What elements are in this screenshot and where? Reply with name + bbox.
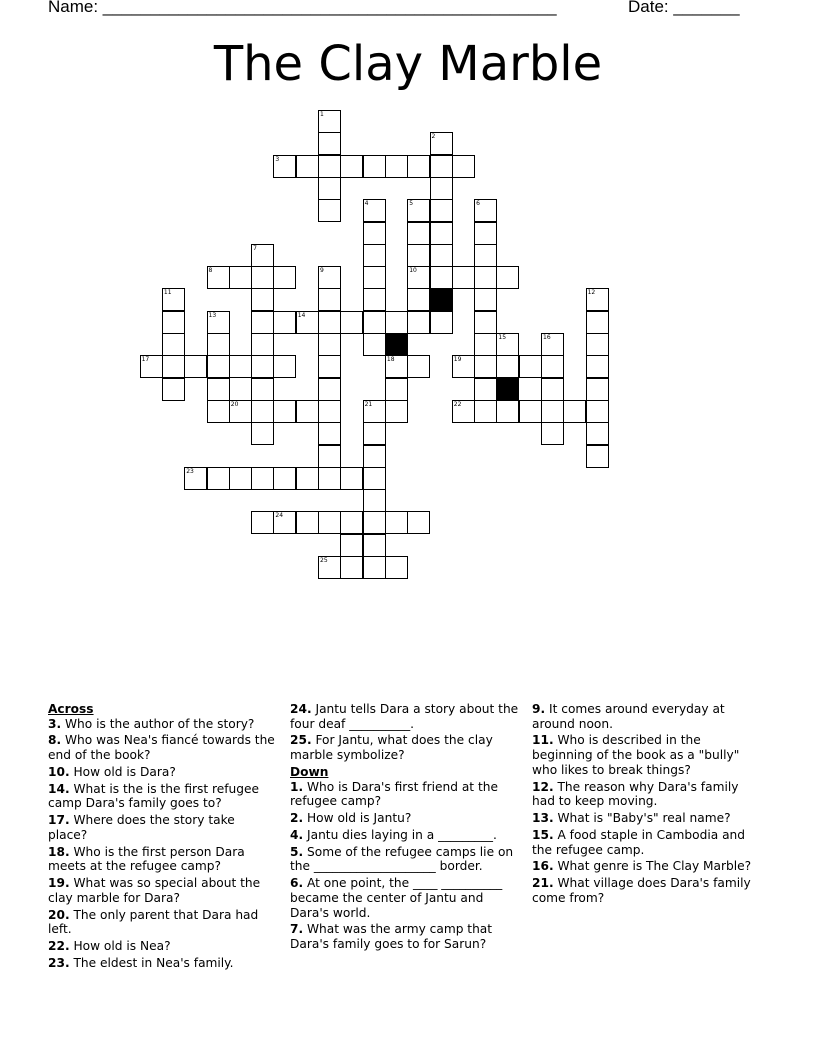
down-heading: Down bbox=[290, 764, 329, 779]
grid-cell[interactable] bbox=[318, 155, 341, 178]
grid-cell[interactable] bbox=[407, 311, 430, 334]
grid-cell[interactable] bbox=[318, 288, 341, 311]
grid-cell[interactable] bbox=[273, 400, 296, 423]
grid-cell[interactable] bbox=[318, 266, 341, 289]
grid-cell[interactable] bbox=[385, 556, 408, 579]
grid-cell[interactable] bbox=[229, 400, 252, 423]
clue-text: At one point, the ____ __________ became the center of Jantu and Dara's world. bbox=[290, 876, 503, 920]
grid-cell[interactable] bbox=[430, 266, 453, 289]
grid-cell[interactable] bbox=[363, 244, 386, 267]
grid-cell[interactable] bbox=[318, 333, 341, 356]
grid-cell[interactable] bbox=[519, 400, 542, 423]
clue-text: A food staple in Cambodia and the refugee camp. bbox=[532, 827, 746, 857]
clue-text: Who is the first person Dara meets at the refugee camp? bbox=[48, 844, 245, 874]
grid-cell[interactable] bbox=[273, 467, 296, 490]
clue-down bbox=[532, 876, 764, 905]
clue-number: 16. bbox=[532, 859, 554, 874]
grid-cell[interactable] bbox=[541, 333, 564, 356]
grid-cell[interactable] bbox=[229, 355, 252, 378]
grid-cell[interactable] bbox=[363, 445, 386, 468]
cell-number: 6 bbox=[476, 200, 480, 208]
clue-number: 3. bbox=[48, 716, 62, 731]
grid-cell[interactable] bbox=[586, 422, 609, 445]
grid-cell[interactable] bbox=[162, 378, 185, 401]
grid-cell[interactable] bbox=[162, 355, 185, 378]
cell-number: 13 bbox=[208, 311, 217, 319]
grid-cell[interactable] bbox=[474, 288, 497, 311]
clue-number: 4. bbox=[290, 827, 304, 842]
grid-cell[interactable] bbox=[251, 333, 274, 356]
grid-cell[interactable] bbox=[251, 266, 274, 289]
grid-cell[interactable] bbox=[586, 445, 609, 468]
cell-number: 1 bbox=[320, 111, 324, 118]
clue-number: 2. bbox=[290, 811, 304, 826]
grid-cell[interactable] bbox=[318, 199, 341, 222]
grid-cell[interactable] bbox=[586, 311, 609, 334]
clue-across bbox=[290, 702, 520, 731]
clue-text: Where does the story take place? bbox=[48, 813, 235, 842]
grid-cell[interactable] bbox=[363, 155, 386, 178]
cell-number: 23 bbox=[186, 467, 194, 475]
clue-number: 1. bbox=[290, 779, 304, 794]
grid-cell[interactable] bbox=[296, 400, 319, 423]
grid-cell[interactable] bbox=[318, 132, 341, 155]
grid-cell[interactable] bbox=[273, 511, 296, 534]
grid-cell[interactable] bbox=[586, 355, 609, 378]
cell-number: 7 bbox=[253, 244, 257, 252]
clue-text: What was the army camp that Dara's family goes to for Sarun? bbox=[290, 922, 493, 951]
grid-cell[interactable] bbox=[474, 199, 497, 222]
grid-cell[interactable] bbox=[541, 355, 564, 378]
clues-column-1 bbox=[48, 702, 276, 973]
cell-number: 17 bbox=[141, 356, 150, 364]
cell-number: 22 bbox=[453, 400, 462, 408]
grid-cell[interactable] bbox=[385, 355, 408, 378]
grid-cell[interactable] bbox=[541, 378, 564, 401]
cell-number: 24 bbox=[275, 512, 284, 520]
grid-cell[interactable] bbox=[184, 355, 207, 378]
grid-cell[interactable] bbox=[273, 355, 296, 378]
cell-number: 20 bbox=[230, 400, 239, 408]
cell-number: 4 bbox=[364, 200, 369, 208]
grid-cell[interactable] bbox=[452, 355, 475, 378]
grid-cell[interactable] bbox=[385, 511, 408, 534]
cell-number: 3 bbox=[275, 155, 280, 163]
clue-text: The eldest in Nea's family. bbox=[73, 956, 234, 971]
clue-text: Who is the author of the story? bbox=[65, 716, 255, 731]
cell-number: 8 bbox=[208, 267, 213, 275]
grid-cell[interactable] bbox=[363, 422, 386, 445]
grid-cell[interactable] bbox=[162, 288, 185, 311]
grid-cell[interactable] bbox=[407, 244, 430, 267]
date-label: Date: _______ bbox=[628, 0, 740, 16]
grid-cell[interactable] bbox=[207, 378, 230, 401]
name-label: Name: ________________________________________________ bbox=[48, 0, 557, 16]
grid-cell[interactable] bbox=[251, 244, 274, 267]
grid-cell[interactable] bbox=[363, 511, 386, 534]
clue-down bbox=[532, 780, 764, 809]
cell-number: 18 bbox=[386, 356, 395, 364]
clue-text: It comes around everyday at around noon. bbox=[532, 702, 725, 731]
clue-text: For Jantu, what does the clay marble symbolize? bbox=[290, 733, 493, 763]
grid-cell bbox=[385, 333, 408, 356]
grid-cell[interactable] bbox=[340, 511, 363, 534]
grid-cell[interactable] bbox=[407, 155, 430, 178]
clue-text: Who is Dara's first friend at the refugee camp? bbox=[290, 779, 498, 809]
grid-cell[interactable] bbox=[340, 556, 363, 579]
clue-down bbox=[290, 922, 520, 951]
clue-number: 14. bbox=[48, 781, 70, 796]
grid-cell[interactable] bbox=[496, 355, 519, 378]
clue-down bbox=[532, 859, 764, 874]
grid-cell[interactable] bbox=[407, 222, 430, 245]
grid-cell[interactable] bbox=[296, 311, 319, 334]
grid-cell[interactable] bbox=[363, 199, 386, 222]
clue-text: What is "Baby's" real name? bbox=[557, 811, 731, 826]
grid-cell[interactable] bbox=[363, 489, 386, 512]
cell-number: 14 bbox=[297, 311, 306, 319]
grid-cell[interactable] bbox=[318, 445, 341, 468]
clue-text: Who was Nea's fiancé towards the end of the book? bbox=[48, 733, 275, 763]
grid-cell[interactable] bbox=[184, 467, 207, 490]
grid-cell[interactable] bbox=[363, 288, 386, 311]
grid-cell[interactable] bbox=[207, 467, 230, 490]
grid-cell[interactable] bbox=[363, 311, 386, 334]
grid-cell[interactable] bbox=[586, 378, 609, 401]
clue-across bbox=[48, 939, 276, 954]
grid-cell[interactable] bbox=[273, 266, 296, 289]
grid-cell[interactable] bbox=[363, 333, 386, 356]
clue-text: How old is Nea? bbox=[73, 939, 171, 954]
clue-down bbox=[290, 845, 520, 874]
cell-number: 16 bbox=[543, 334, 551, 341]
clue-number: 24. bbox=[290, 702, 312, 716]
grid-cell[interactable] bbox=[474, 311, 497, 334]
clues-column-3 bbox=[532, 702, 764, 908]
grid-cell[interactable] bbox=[318, 378, 341, 401]
clue-number: 20. bbox=[48, 907, 70, 922]
across-heading: Across bbox=[48, 702, 94, 716]
cell-number: 25 bbox=[320, 557, 328, 564]
clue-text: How old is Dara? bbox=[73, 764, 176, 779]
grid-cell[interactable] bbox=[251, 511, 274, 534]
clue-number: 9. bbox=[532, 702, 546, 716]
grid-cell[interactable] bbox=[251, 467, 274, 490]
grid-cell[interactable] bbox=[385, 311, 408, 334]
clues-column-2 bbox=[290, 702, 520, 954]
grid-cell[interactable] bbox=[140, 355, 163, 378]
grid-cell[interactable] bbox=[363, 556, 386, 579]
grid-cell[interactable] bbox=[318, 511, 341, 534]
grid-cell[interactable] bbox=[296, 511, 319, 534]
grid-cell[interactable] bbox=[407, 266, 430, 289]
cell-number: 19 bbox=[453, 356, 462, 364]
grid-cell[interactable] bbox=[318, 177, 341, 200]
grid-cell[interactable] bbox=[318, 311, 341, 334]
clue-across bbox=[48, 845, 276, 874]
grid-cell[interactable] bbox=[430, 155, 453, 178]
grid-cell bbox=[496, 378, 519, 401]
grid-cell[interactable] bbox=[318, 110, 341, 133]
grid-cell[interactable] bbox=[563, 400, 586, 423]
clue-number: 12. bbox=[532, 779, 554, 794]
clue-text: The only parent that Dara had left. bbox=[48, 907, 259, 937]
clue-number: 18. bbox=[48, 844, 70, 859]
grid-cell[interactable] bbox=[430, 244, 453, 267]
clue-across bbox=[48, 782, 276, 811]
grid-cell[interactable] bbox=[363, 534, 386, 557]
clue-text: What village does Dara's family come from? bbox=[532, 876, 751, 905]
grid-cell[interactable] bbox=[474, 333, 497, 356]
clue-number: 25. bbox=[290, 733, 312, 748]
cell-number: 2 bbox=[431, 133, 436, 141]
grid-cell[interactable] bbox=[251, 400, 274, 423]
clue-across bbox=[48, 813, 276, 842]
clue-number: 13. bbox=[532, 811, 554, 826]
grid-cell[interactable] bbox=[340, 534, 363, 557]
grid-cell[interactable] bbox=[541, 400, 564, 423]
clue-number: 22. bbox=[48, 939, 70, 954]
grid-cell[interactable] bbox=[251, 311, 274, 334]
grid-cell[interactable] bbox=[207, 400, 230, 423]
clue-down bbox=[290, 876, 520, 920]
clue-down bbox=[290, 780, 520, 809]
grid-cell[interactable] bbox=[474, 355, 497, 378]
grid-cell[interactable] bbox=[296, 467, 319, 490]
clue-across bbox=[48, 876, 276, 905]
grid-cell[interactable] bbox=[474, 378, 497, 401]
grid-cell[interactable] bbox=[519, 355, 542, 378]
grid-cell[interactable] bbox=[452, 266, 475, 289]
grid-cell[interactable] bbox=[407, 511, 430, 534]
grid-cell[interactable] bbox=[340, 311, 363, 334]
grid-cell[interactable] bbox=[430, 199, 453, 222]
grid-cell[interactable] bbox=[251, 355, 274, 378]
grid-cell[interactable] bbox=[586, 288, 609, 311]
grid-cell[interactable] bbox=[407, 199, 430, 222]
grid-cell[interactable] bbox=[318, 400, 341, 423]
grid-cell[interactable] bbox=[340, 155, 363, 178]
grid-cell[interactable] bbox=[162, 333, 185, 356]
grid-cell[interactable] bbox=[318, 422, 341, 445]
clue-across bbox=[290, 733, 520, 762]
clue-across bbox=[48, 733, 276, 762]
grid-cell[interactable] bbox=[385, 378, 408, 401]
grid-cell[interactable] bbox=[363, 467, 386, 490]
cell-number: 5 bbox=[409, 200, 414, 208]
grid-cell[interactable] bbox=[430, 177, 453, 200]
cell-number: 15 bbox=[498, 334, 507, 341]
clue-across bbox=[48, 765, 276, 780]
clue-text: Some of the refugee camps lie on the ____________________ border. bbox=[290, 844, 514, 874]
clue-down bbox=[532, 828, 764, 857]
grid-cell[interactable] bbox=[496, 333, 519, 356]
clue-text: Jantu tells Dara a story about the four deaf __________. bbox=[290, 702, 519, 731]
grid-cell[interactable] bbox=[496, 400, 519, 423]
grid-cell[interactable] bbox=[318, 556, 341, 579]
cell-number: 10 bbox=[409, 267, 417, 275]
clue-number: 15. bbox=[532, 827, 554, 842]
grid-cell[interactable] bbox=[318, 467, 341, 490]
grid-cell[interactable] bbox=[229, 266, 252, 289]
grid-cell[interactable] bbox=[496, 266, 519, 289]
clue-number: 11. bbox=[532, 733, 554, 748]
grid-cell[interactable] bbox=[273, 311, 296, 334]
grid-cell bbox=[430, 288, 453, 311]
grid-cell[interactable] bbox=[474, 400, 497, 423]
cell-number: 11 bbox=[163, 289, 172, 297]
grid-cell[interactable] bbox=[474, 222, 497, 245]
grid-cell[interactable] bbox=[430, 311, 453, 334]
grid-cell[interactable] bbox=[162, 311, 185, 334]
clue-text: How old is Jantu? bbox=[307, 811, 412, 826]
clue-text: Jantu dies laying in a _________. bbox=[307, 827, 497, 842]
clue-across bbox=[48, 956, 276, 971]
clue-number: 21. bbox=[532, 876, 554, 891]
clue-number: 10. bbox=[48, 764, 70, 779]
clue-number: 19. bbox=[48, 876, 70, 891]
clue-across bbox=[48, 908, 276, 937]
grid-cell[interactable] bbox=[407, 288, 430, 311]
clue-number: 8. bbox=[48, 733, 62, 748]
cell-number: 12 bbox=[587, 289, 596, 297]
clue-down bbox=[532, 702, 764, 731]
clue-text: What is the is the first refugee camp Dara's family goes to? bbox=[48, 781, 260, 811]
grid-cell[interactable] bbox=[385, 400, 408, 423]
grid-cell[interactable] bbox=[318, 355, 341, 378]
clue-down bbox=[290, 811, 520, 826]
grid-cell[interactable] bbox=[363, 266, 386, 289]
grid-cell[interactable] bbox=[363, 400, 386, 423]
clue-number: 17. bbox=[48, 813, 70, 828]
clue-number: 7. bbox=[290, 922, 304, 937]
clue-down bbox=[532, 811, 764, 826]
grid-cell[interactable] bbox=[430, 222, 453, 245]
grid-cell[interactable] bbox=[207, 266, 230, 289]
grid-cell[interactable] bbox=[296, 155, 319, 178]
grid-cell[interactable] bbox=[363, 222, 386, 245]
clue-text: Who is described in the beginning of the book as a "bully" who likes to break things? bbox=[532, 733, 740, 777]
grid-cell[interactable] bbox=[541, 422, 564, 445]
grid-cell[interactable] bbox=[474, 266, 497, 289]
grid-cell[interactable] bbox=[229, 467, 252, 490]
grid-cell[interactable] bbox=[273, 155, 296, 178]
grid-cell[interactable] bbox=[207, 333, 230, 356]
clue-number: 5. bbox=[290, 844, 304, 859]
clue-across bbox=[48, 717, 276, 732]
grid-cell[interactable] bbox=[340, 467, 363, 490]
clue-down bbox=[290, 828, 520, 843]
grid-cell[interactable] bbox=[251, 288, 274, 311]
grid-cell[interactable] bbox=[474, 244, 497, 267]
grid-cell[interactable] bbox=[207, 311, 230, 334]
clue-text: What was so special about the clay marble for Dara? bbox=[48, 876, 261, 905]
grid-cell[interactable] bbox=[251, 378, 274, 401]
cell-number: 9 bbox=[320, 267, 324, 275]
grid-cell[interactable] bbox=[251, 422, 274, 445]
grid-cell[interactable] bbox=[430, 132, 453, 155]
grid-cell[interactable] bbox=[385, 155, 408, 178]
grid-cell[interactable] bbox=[207, 355, 230, 378]
grid-cell[interactable] bbox=[452, 400, 475, 423]
grid-cell[interactable] bbox=[407, 355, 430, 378]
grid-cell[interactable] bbox=[452, 155, 475, 178]
grid-cell[interactable] bbox=[586, 333, 609, 356]
clue-text: The reason why Dara's family had to keep moving. bbox=[532, 779, 739, 809]
cell-number: 21 bbox=[364, 400, 373, 408]
clue-text: What genre is The Clay Marble? bbox=[557, 859, 752, 874]
grid-cell[interactable] bbox=[586, 400, 609, 423]
clue-number: 23. bbox=[48, 956, 70, 971]
puzzle-title: The Clay Marble bbox=[213, 36, 603, 92]
clue-number: 6. bbox=[290, 876, 304, 891]
clue-down bbox=[532, 733, 764, 777]
